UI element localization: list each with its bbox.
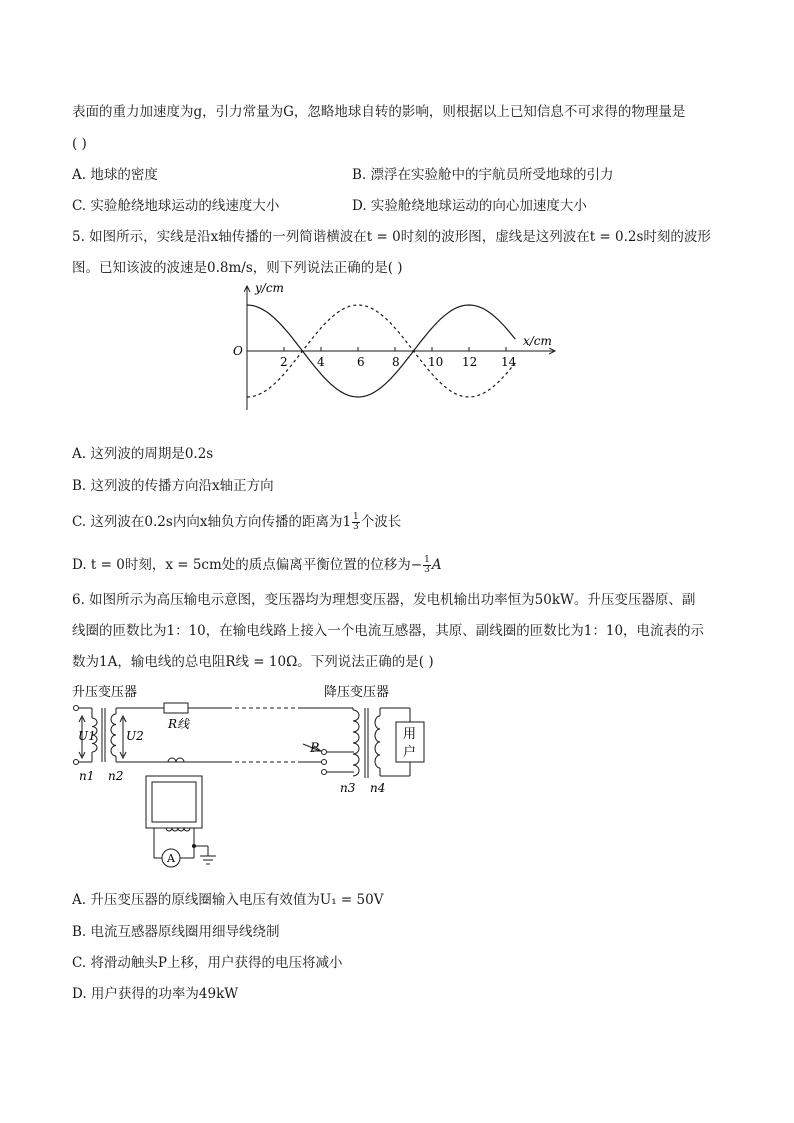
q4-option-a: A. 地球的密度: [72, 167, 158, 183]
line-resistor: [164, 703, 188, 713]
q5-option-d-text: D. t = 0时刻，x = 5cm处的质点偏离平衡位置的位移为−: [72, 557, 423, 573]
current-transformer-core: [146, 776, 202, 828]
q6-stem-line1: 6. 如图所示为高压输电示意图，变压器均为理想变压器，发电机输出功率恒为50kW。升压变压器原、副: [72, 592, 696, 608]
n4-label: n4: [370, 781, 386, 795]
wave-graph: [225, 278, 565, 418]
r-line-label: R线: [168, 717, 190, 731]
q4-stem-line1: 表面的重力加速度为g，引力常量为G，忽略地球自转的影响，则根据以上已知信息不可求得的物理量是: [72, 104, 686, 120]
q6-stem-line2: 线圈的匝数比为1：10，在输电线路上接入一个电流互感器，其原、副线圈的匝数比为1：10，电流表的示: [72, 623, 705, 639]
q5-option-a: A. 这列波的周期是0.2s: [72, 446, 214, 462]
q5-option-d: D. t = 0时刻，x = 5cm处的质点偏离平衡位置的位移为− $\frac{1}{3}$ A: [72, 555, 442, 575]
ground-icon: [200, 856, 216, 864]
q5-option-c-text: C. 这列波在0.2s内向x轴负方向传播的距离为1: [72, 514, 352, 530]
x-axis-label: x/cm: [523, 334, 552, 348]
q6-option-c: C. 将滑动触头P上移，用户获得的电压将减小: [72, 955, 343, 971]
tick-6: 6: [357, 355, 365, 369]
q5-option-d-fraction: $\frac{1}{3}$: [424, 555, 430, 575]
p-label: P: [310, 741, 319, 756]
n1-label: n1: [79, 769, 95, 783]
q6-option-d: D. 用户获得的功率为49kW: [72, 986, 239, 1002]
step-up-label: 升压变压器: [72, 685, 138, 700]
tick-14: 14: [501, 355, 517, 369]
q6-stem-line3: 数为1A，输电线的总电阻R线 = 10Ω。下列说法正确的是( ): [72, 654, 434, 670]
q6-option-b: B. 电流互感器原线圈用细导线绕制: [72, 924, 280, 940]
origin-label: O: [233, 344, 243, 358]
step-down-secondary-coil: [375, 716, 380, 768]
ammeter-label: A: [167, 852, 175, 865]
q4-option-d: D. 实验舱绕地球运动的向心加速度大小: [352, 198, 587, 214]
tick-12: 12: [462, 355, 478, 369]
step-down-label: 降压变压器: [324, 685, 390, 700]
user-label-1: 用: [403, 727, 417, 742]
step-down-primary-coil: [353, 710, 359, 776]
q4-option-b: B. 漂浮在实验舱中的宇航员所受地球的引力: [352, 167, 614, 183]
user-label-2: 户: [403, 745, 417, 760]
u2-label: U2: [126, 729, 144, 743]
q4-option-c: C. 实验舱绕地球运动的线速度大小: [72, 198, 280, 214]
tick-10: 10: [428, 355, 444, 369]
q6-option-a: A. 升压变压器的原线圈输入电压有效值为U₁ = 50V: [72, 892, 384, 908]
y-axis-label: y/cm: [255, 281, 284, 295]
tick-4: 4: [317, 355, 325, 369]
q5-option-c-fraction: $\frac{1}{3}$: [353, 512, 359, 532]
tick-marks: [284, 347, 506, 351]
step-up-secondary-coil: [111, 714, 116, 756]
transmission-diagram: [68, 680, 428, 875]
q4-bracket: ( ): [72, 136, 87, 152]
n3-label: n3: [340, 781, 356, 795]
q5-option-b: B. 这列波的传播方向沿x轴正方向: [72, 478, 274, 494]
q5-option-c: C. 这列波在0.2s内向x轴负方向传播的距离为1 $\frac{1}{3}$ 个波长: [72, 512, 402, 532]
u1-label: U1: [78, 729, 96, 743]
q5-stem-line1: 5. 如图所示，实线是沿x轴传播的一列简谐横波在t = 0时刻的波形图，虚线是这列波在t = 0.2s时刻的波形: [72, 229, 711, 245]
q5-stem-line2: 图。已知该波的波速是0.8m/s，则下列说法正确的是( ): [72, 260, 403, 276]
tick-2: 2: [280, 355, 288, 369]
n2-label: n2: [108, 769, 124, 783]
tick-8: 8: [392, 355, 400, 369]
